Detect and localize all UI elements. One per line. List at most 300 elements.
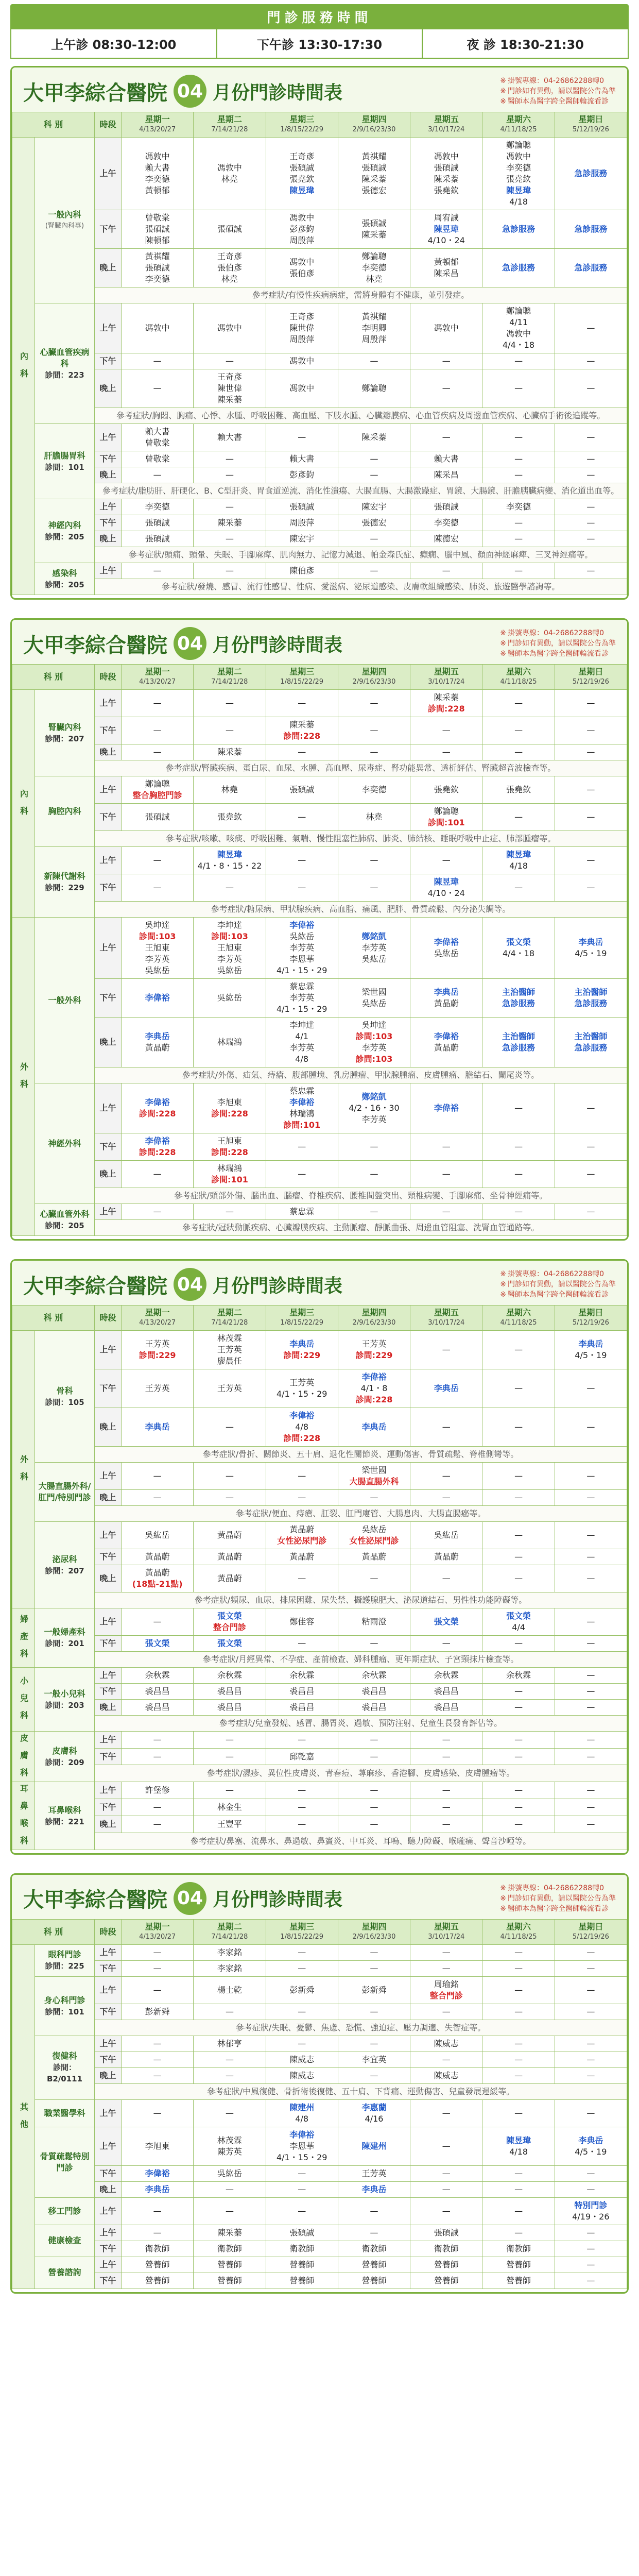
doctor-cell	[194, 2257, 266, 2273]
doctor-cell	[482, 804, 555, 831]
department-name: 眼科門診	[48, 1950, 81, 1960]
shift-cell: 上午	[95, 1668, 122, 1684]
doctor-name: —	[586, 2184, 595, 2194]
doctor-cell	[555, 2181, 627, 2197]
doctor-name: —	[514, 1169, 523, 1179]
doctor-cell	[194, 1369, 266, 1408]
day-header	[194, 665, 266, 690]
doctor-cell	[482, 2273, 555, 2289]
doctor-name: —	[514, 1207, 523, 1216]
doctor-name: —	[298, 1573, 306, 1583]
doctor-cell	[122, 1549, 194, 1565]
doctor-cell	[410, 138, 482, 210]
shift-cell: 下午	[95, 1799, 122, 1816]
doctor-cell	[482, 1944, 555, 1960]
doctor-cell	[194, 1732, 266, 1749]
shift-cell: 晚上	[95, 1161, 122, 1188]
doctor-name: —	[586, 323, 595, 333]
department-name: 心臟血管外科	[40, 1209, 90, 1219]
schedule-row	[12, 2273, 627, 2289]
doctor-name: 李典岳	[578, 1339, 603, 1349]
doctor-name: 主治醫師	[574, 1031, 608, 1041]
doctor-name: 裘昌昌	[217, 1702, 242, 1712]
department-cell	[35, 1463, 95, 1522]
doctor-name: —	[586, 1751, 595, 1761]
category-cell: 內 科	[12, 690, 35, 918]
department-name: 身心科門診	[44, 1995, 85, 2005]
doctor-cell	[338, 563, 410, 579]
doctor-name: 吳紘岳	[145, 965, 170, 975]
doctor-name: 李惠蘭	[361, 2102, 387, 2112]
category-cell: 其 他	[12, 1944, 35, 2289]
doctor-cell	[338, 1018, 410, 1067]
day-dates: 7/14/21/28	[211, 126, 248, 133]
doctor-name: 張堯欽	[506, 785, 531, 794]
doctor-name: —	[442, 2184, 451, 2194]
doctor-cell	[266, 1549, 338, 1565]
doctor-cell	[482, 1700, 555, 1716]
doctor-name: —	[370, 1785, 378, 1795]
doctor-cell	[410, 744, 482, 760]
doctor-cell	[338, 979, 410, 1018]
doctor-name: 林茂霖	[217, 2135, 242, 2145]
schedule-row	[12, 1369, 627, 1408]
doctor-cell	[555, 1463, 627, 1490]
doctor-name: 彭彥鈞	[289, 470, 315, 480]
doctor-name: —	[442, 1963, 451, 1973]
doctor-name: 周殷萍	[361, 334, 387, 344]
doctor-name: 診間:228	[139, 1109, 176, 1118]
doctor-name: —	[586, 2275, 595, 2285]
doctor-cell	[194, 1204, 266, 1220]
doctor-cell	[482, 1522, 555, 1549]
shift-cell: 下午	[95, 1684, 122, 1700]
day-dates: 3/10/17/24	[428, 126, 465, 133]
doctor-cell	[555, 2241, 627, 2257]
doctor-name: 李芳英	[361, 1114, 387, 1124]
category-cell: 耳 鼻 喉 科	[12, 1782, 35, 1850]
doctor-name: —	[514, 2108, 523, 2118]
shift-cell: 上午	[95, 2099, 122, 2127]
doctor-name: 余秋霖	[145, 1670, 170, 1680]
doctor-cell	[266, 1608, 338, 1636]
shift-cell: 晚上	[95, 249, 122, 287]
doctor-cell	[122, 515, 194, 531]
schedule-row	[12, 979, 627, 1018]
doctor-cell	[338, 1684, 410, 1700]
department-cell	[35, 1782, 95, 1850]
doctor-name: 李奕德	[145, 274, 170, 284]
doctor-name: —	[153, 1985, 162, 1995]
day-dates: 7/14/21/28	[211, 678, 248, 686]
doctor-name: 李芳英	[289, 943, 315, 953]
doctor-cell	[555, 1204, 627, 1220]
doctor-cell	[122, 717, 194, 744]
doctor-name: 吳紘岳	[289, 931, 315, 941]
day-label: 星期日	[578, 667, 603, 676]
day-label: 星期三	[289, 114, 315, 124]
hospital-name: 大甲李綜合醫院	[23, 1274, 167, 1298]
doctor-name: 賴大書	[217, 432, 242, 442]
doctor-cell	[194, 1976, 266, 2004]
header-notes	[500, 76, 616, 107]
doctor-name: 黃頓郁	[434, 257, 459, 267]
schedule-row	[12, 369, 627, 408]
doctor-cell	[122, 979, 194, 1018]
doctor-cell	[338, 1799, 410, 1816]
doctor-name: —	[153, 725, 162, 735]
schedule-row	[12, 918, 627, 979]
doctor-cell	[482, 563, 555, 579]
header-note: ※ 醫師本為醫字跨全醫師輪流看診	[500, 96, 616, 107]
day-dates: 3/10/17/24	[428, 678, 465, 686]
department-name: 骨科	[56, 1385, 73, 1396]
doctor-name: —	[442, 1785, 451, 1795]
room-number: 診間：101	[45, 462, 84, 472]
doctor-name: —	[442, 356, 451, 366]
schedule-row	[12, 804, 627, 831]
doctor-name: —	[442, 2006, 451, 2016]
doctor-name: —	[442, 1819, 451, 1829]
day-label: 星期二	[217, 114, 242, 124]
doctor-cell	[194, 531, 266, 547]
doctor-cell	[482, 249, 555, 287]
doctor-name: 衛教師	[145, 2243, 170, 2253]
doctor-name: —	[298, 1142, 306, 1151]
doctor-cell	[122, 531, 194, 547]
schedule-row	[12, 210, 627, 249]
doctor-name: 彭新舜	[289, 1985, 315, 1995]
doctor-name: —	[370, 1142, 378, 1151]
schedule-row	[12, 531, 627, 547]
doctor-name: 整合門診	[213, 1622, 246, 1632]
doctor-cell	[410, 847, 482, 874]
doctor-name: —	[298, 1734, 306, 1744]
doctor-cell	[266, 1960, 338, 1976]
doctor-name: 裘昌昌	[145, 1702, 170, 1712]
doctor-name: 馮敦中	[217, 163, 242, 173]
doctor-name: 張碩誠	[361, 218, 387, 228]
room-number: 診間：205	[45, 1221, 84, 1230]
shift-cell: 下午	[95, 2273, 122, 2289]
doctor-cell	[194, 2225, 266, 2241]
doctor-name: 王芳英	[217, 1383, 242, 1393]
schedule-row	[12, 1565, 627, 1592]
remark-cell: 參考症狀/有慢性疾病病症，需將身體有不健康，並引發症。	[95, 287, 627, 303]
doctor-name: 大腸直腸外科	[349, 1477, 399, 1486]
doctor-cell	[338, 717, 410, 744]
schedule-row	[12, 1083, 627, 1133]
department-cell	[35, 424, 95, 499]
doctor-cell	[410, 2127, 482, 2165]
doctor-name: 4/18	[509, 2146, 528, 2157]
day-header	[410, 1306, 482, 1331]
doctor-name: 李明卿	[361, 323, 387, 333]
doctor-name: 馮敦中	[217, 323, 242, 333]
doctor-cell	[482, 2052, 555, 2067]
doctor-cell	[194, 2273, 266, 2289]
doctor-cell	[482, 1083, 555, 1133]
doctor-name: —	[586, 1819, 595, 1829]
day-label: 星期日	[578, 114, 603, 124]
doctor-name: 營養師	[361, 2259, 387, 2269]
doctor-cell	[194, 1133, 266, 1161]
doctor-cell	[122, 1960, 194, 1976]
doctor-cell	[555, 515, 627, 531]
doctor-name: 女性泌尿門診	[277, 1536, 327, 1546]
remark-row	[12, 831, 627, 847]
doctor-name: 張碩誠	[145, 224, 170, 234]
doctor-name: —	[370, 1947, 378, 1957]
doctor-name: 黃晶蔚	[217, 1530, 242, 1540]
doctor-cell	[410, 1204, 482, 1220]
doctor-cell	[266, 1331, 338, 1369]
shift-cell: 上午	[95, 847, 122, 874]
day-dates: 1/8/15/22/29	[280, 678, 324, 686]
doctor-name: 蔡忠霖	[289, 981, 315, 991]
doctor-name: —	[514, 1785, 523, 1795]
doctor-cell	[410, 1133, 482, 1161]
doctor-cell	[482, 1732, 555, 1749]
doctor-cell	[482, 2181, 555, 2197]
doctor-cell	[194, 467, 266, 483]
doctor-name: 吳紘岳	[361, 954, 387, 964]
doctor-cell	[194, 1161, 266, 1188]
doctor-name: —	[514, 1345, 523, 1354]
table-body	[12, 138, 627, 595]
schedule-row	[12, 1668, 627, 1684]
doctor-cell	[338, 2127, 410, 2165]
hospital-name: 大甲李綜合醫院	[23, 633, 167, 657]
doctor-cell	[194, 2181, 266, 2197]
doctor-name: 吳紘岳	[434, 948, 459, 958]
doctor-cell	[194, 1700, 266, 1716]
table-head	[12, 1306, 627, 1331]
department-name: 神經外科	[48, 1138, 81, 1148]
doctor-name: —	[586, 432, 595, 442]
doctor-name: —	[370, 883, 378, 892]
doctor-name: 林瑞鴻	[289, 1109, 315, 1118]
doctor-cell	[555, 1668, 627, 1684]
doctor-name: 張碩誠	[289, 785, 315, 794]
table-body	[12, 690, 627, 1236]
doctor-name: 王奇彥	[289, 312, 315, 321]
department-cell	[35, 918, 95, 1083]
doctor-name: 4/8	[295, 1054, 309, 1064]
schedule-row	[12, 1976, 627, 2004]
schedule-row	[12, 1608, 627, 1636]
day-dates: 1/8/15/22/29	[280, 1319, 324, 1327]
doctor-name: 女性泌尿門診	[349, 1536, 399, 1546]
doctor-name: 張伯彥	[289, 268, 315, 278]
remark-cell: 參考症狀/腎臟疾病、蛋白尿、血尿、水腫、高血壓、尿毒症、腎功能異常、透析評估、腎臟超音波檢查等。	[95, 760, 627, 776]
department-cell	[35, 1608, 95, 1668]
doctor-name: 林堯	[366, 274, 383, 284]
schedule-page	[10, 1873, 629, 2294]
doctor-name: —	[586, 2070, 595, 2080]
doctor-name: —	[225, 1422, 234, 1432]
doctor-name: —	[586, 725, 595, 735]
doctor-cell	[555, 1960, 627, 1976]
header-note: ※ 門診如有異動，請以醫院公告為準	[500, 1279, 616, 1290]
doctor-name: —	[442, 1734, 451, 1744]
doctor-cell	[555, 563, 627, 579]
schedule-row	[12, 744, 627, 760]
doctor-cell	[338, 1608, 410, 1636]
doctor-name: 馮敦中	[289, 383, 315, 393]
room-number: 診間：203	[45, 1700, 84, 1710]
doctor-cell	[122, 1782, 194, 1799]
doctor-cell	[122, 1331, 194, 1369]
doctor-cell	[266, 1732, 338, 1749]
header-row	[12, 665, 627, 690]
shift-cell: 下午	[95, 979, 122, 1018]
doctor-name: 陳采蓁	[217, 395, 242, 404]
doctor-name: 急診服務	[502, 998, 536, 1008]
doctor-name: —	[442, 855, 451, 865]
doctor-name: 黃晶蔚	[145, 1552, 170, 1562]
doctor-name: 陳采蓁	[434, 174, 459, 184]
department-cell	[35, 2225, 95, 2257]
day-header	[410, 1919, 482, 1944]
doctor-name: —	[514, 1103, 523, 1113]
doctor-name: 張碩誠	[145, 812, 170, 822]
schedule-row	[12, 1204, 627, 1220]
doctor-cell	[122, 918, 194, 979]
doctor-cell	[482, 369, 555, 408]
doctor-name: 張德宏	[361, 518, 387, 528]
doctor-name: 曾敬棠	[145, 438, 170, 448]
schedule-title: 月份門診時間表	[213, 634, 343, 656]
doctor-cell	[338, 1944, 410, 1960]
doctor-name: 裘昌昌	[145, 1686, 170, 1696]
doctor-cell	[338, 531, 410, 547]
doctor-cell	[410, 1490, 482, 1506]
doctor-name: 營養師	[145, 2275, 170, 2285]
schedule-row	[12, 1782, 627, 1799]
doctor-name: —	[514, 1686, 523, 1696]
doctor-name: —	[225, 1751, 234, 1761]
shift-cell: 上午	[95, 1608, 122, 1636]
doctor-name: 4/4・18	[503, 340, 535, 350]
department-cell	[35, 2127, 95, 2197]
department-cell	[35, 138, 95, 303]
doctor-cell	[194, 1018, 266, 1067]
doctor-name: —	[153, 1819, 162, 1829]
doctor-cell	[410, 2273, 482, 2289]
doctor-name: 陳威志	[289, 2070, 315, 2080]
doctor-cell	[410, 2036, 482, 2052]
day-header	[555, 665, 627, 690]
doctor-cell	[338, 499, 410, 515]
doctor-cell	[122, 2225, 194, 2241]
doctor-cell	[266, 1799, 338, 1816]
doctor-name: 余秋霖	[506, 1670, 531, 1680]
shift-cell: 上午	[95, 2257, 122, 2273]
doctor-name: 張文榮	[217, 1638, 242, 1648]
doctor-name: —	[586, 470, 595, 480]
page-header	[12, 1875, 627, 1919]
shift-header: 時段	[95, 1306, 122, 1331]
doctor-name: —	[586, 2243, 595, 2253]
day-label: 星期五	[434, 667, 459, 676]
month-badge: 04	[174, 627, 206, 660]
doctor-cell	[482, 1816, 555, 1833]
doctor-name: —	[370, 1802, 378, 1812]
schedule-row	[12, 499, 627, 515]
doctor-name: 林堯	[221, 785, 238, 794]
doctor-cell	[194, 1331, 266, 1369]
shift-cell: 晚上	[95, 1408, 122, 1447]
doctor-cell	[410, 210, 482, 249]
day-header	[122, 1306, 194, 1331]
doctor-name: —	[153, 1963, 162, 1973]
doctor-name: 李典岳	[434, 1383, 459, 1393]
day-label: 星期五	[434, 1921, 459, 1931]
doctor-name: 黃頓郁	[145, 185, 170, 195]
doctor-name: 李恩華	[289, 954, 315, 964]
doctor-name: —	[586, 1142, 595, 1151]
doctor-cell	[482, 303, 555, 353]
doctor-name: —	[442, 2168, 451, 2178]
doctor-name: 梁世國	[361, 987, 387, 997]
doctor-cell	[555, 467, 627, 483]
doctor-name: 張文榮	[506, 937, 531, 947]
doctor-cell	[555, 1161, 627, 1188]
doctor-cell	[410, 467, 482, 483]
doctor-name: —	[514, 812, 523, 822]
doctor-cell	[338, 2181, 410, 2197]
doctor-name: —	[370, 1963, 378, 1973]
doctor-cell	[122, 1204, 194, 1220]
doctor-cell	[555, 1331, 627, 1369]
day-dates: 5/12/19/26	[572, 1319, 609, 1327]
day-dates: 7/14/21/28	[211, 1933, 248, 1941]
category-header: 科 別	[12, 112, 95, 138]
shift-cell: 上午	[95, 2225, 122, 2241]
doctor-cell	[555, 690, 627, 717]
doctor-cell	[555, 2127, 627, 2165]
doctor-name: 陳宏宇	[289, 534, 315, 544]
doctor-name: 李芳英	[289, 1043, 315, 1053]
doctor-cell	[122, 467, 194, 483]
doctor-name: 陳采昌	[434, 268, 459, 278]
doctor-name: —	[586, 454, 595, 464]
day-label: 星期一	[145, 114, 170, 124]
doctor-name: 李旭東	[217, 1097, 242, 1107]
doctor-name: 李偉裕	[289, 920, 315, 930]
doctor-cell	[122, 2241, 194, 2257]
doctor-name: —	[586, 2038, 595, 2048]
page-header	[12, 620, 627, 664]
schedule-row	[12, 467, 627, 483]
doctor-cell	[555, 1522, 627, 1549]
doctor-name: 王奇彥	[289, 151, 315, 161]
doctor-cell	[266, 1161, 338, 1188]
doctor-cell	[122, 2197, 194, 2225]
day-dates: 4/13/20/27	[139, 1933, 176, 1941]
doctor-name: 張堯欽	[217, 812, 242, 822]
doctor-cell	[194, 1549, 266, 1565]
month-badge: 04	[174, 1268, 206, 1301]
doctor-cell	[338, 1748, 410, 1765]
doctor-cell	[555, 2165, 627, 2181]
doctor-name: —	[514, 2227, 523, 2238]
doctor-cell	[410, 303, 482, 353]
doctor-cell	[266, 874, 338, 902]
schedule-pages	[10, 66, 629, 2294]
doctor-cell	[266, 353, 338, 369]
